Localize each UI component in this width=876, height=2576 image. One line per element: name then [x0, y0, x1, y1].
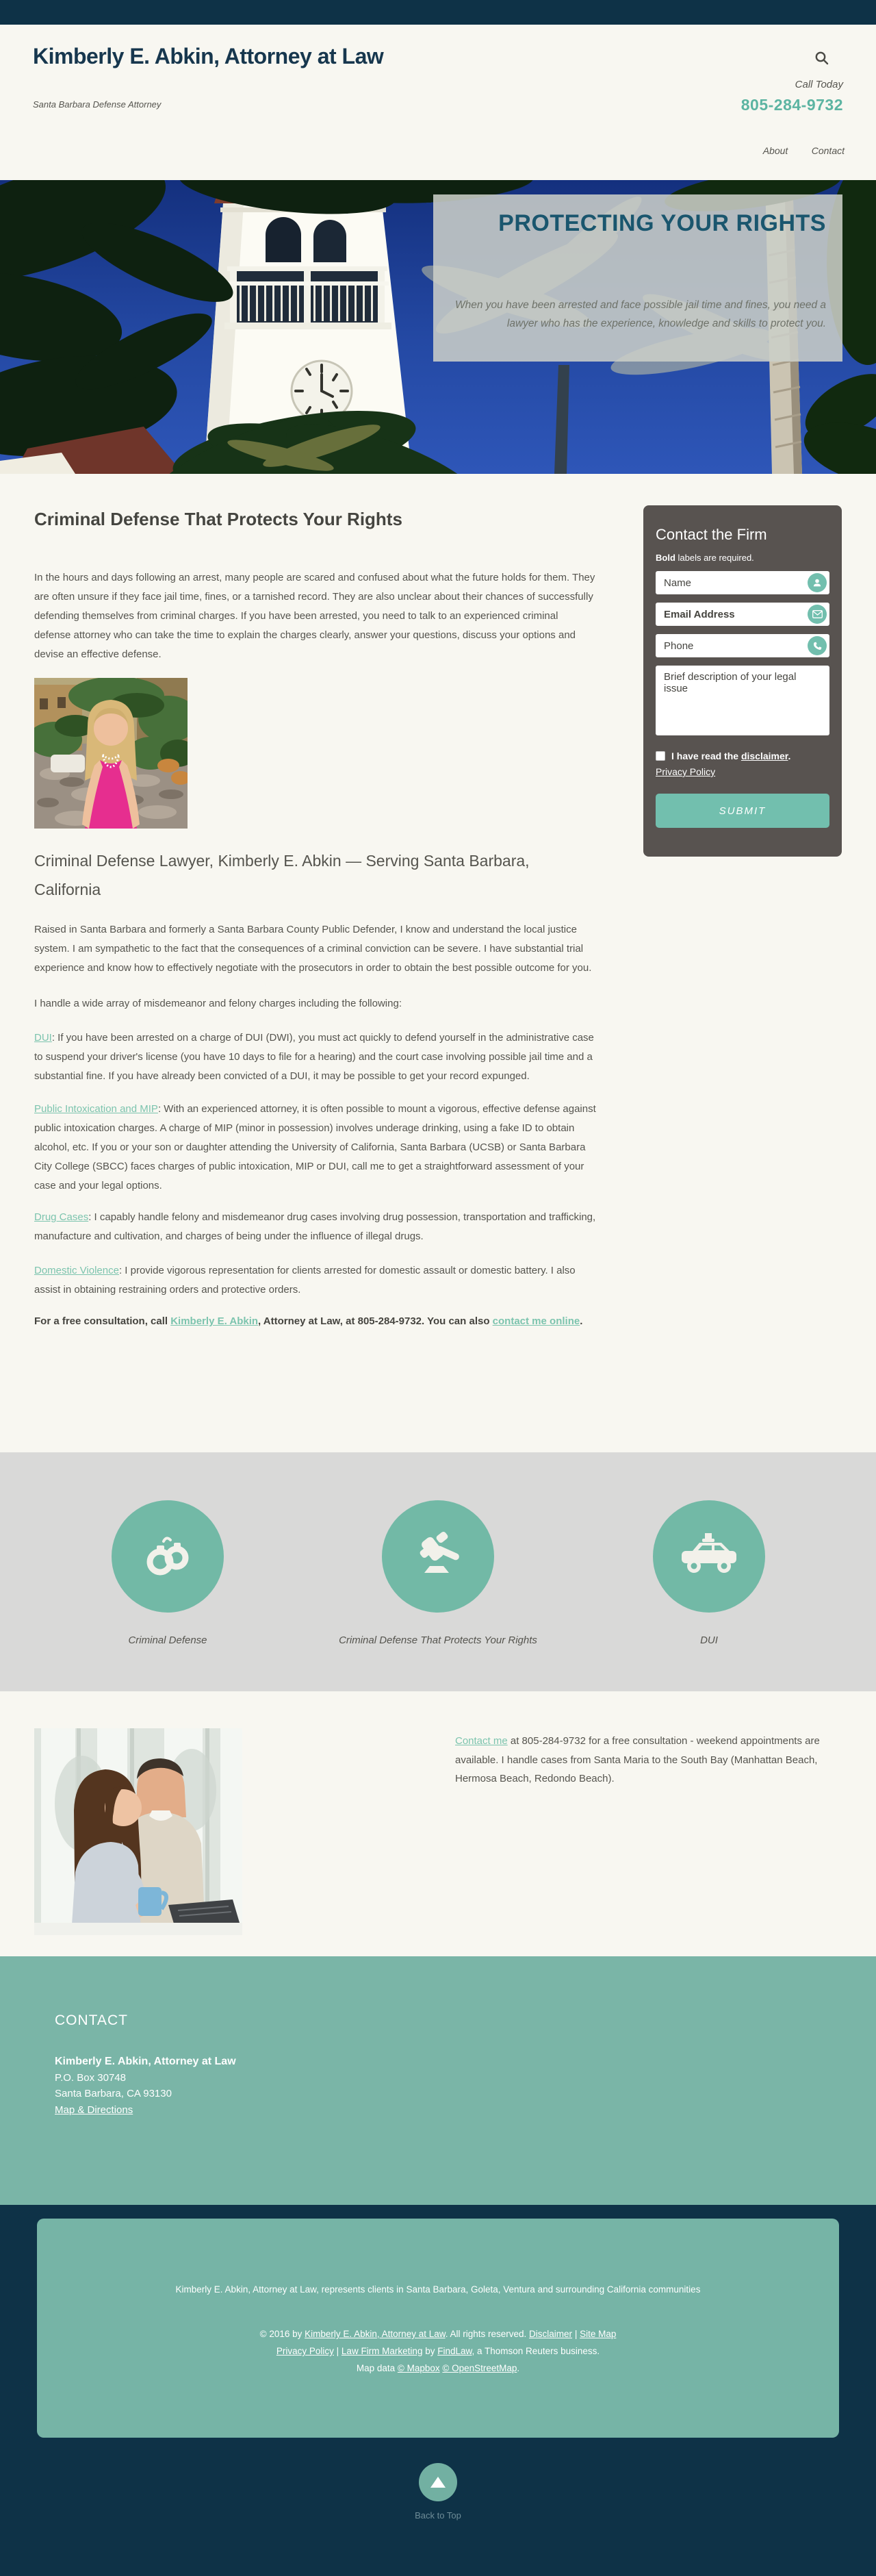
hero-heading: PROTECTING YOUR RIGHTS	[498, 210, 826, 236]
domestic-violence-text: : I provide vigorous representation for clients arrested for domestic assault or domestic battery. I also assist in obtaining restraining orders and protective orders.	[34, 1265, 576, 1296]
service-label-criminal-defense[interactable]: Criminal Defense	[128, 1634, 207, 1646]
hero-overlay-panel	[433, 194, 842, 362]
cta-post: .	[580, 1315, 583, 1327]
phone-icon	[808, 636, 827, 655]
contact-form	[643, 505, 842, 857]
map-data-pre: Map data	[356, 2363, 398, 2373]
serving-statement: Kimberly E. Abkin, Attorney at Law, represents clients in Santa Barbara, Goleta, Ventura and surrounding California communities	[175, 2284, 701, 2295]
map-data-line	[37, 2360, 839, 2377]
copyright-pre: © 2016 by	[259, 2329, 305, 2339]
name-input[interactable]	[656, 571, 829, 594]
main-nav	[743, 145, 845, 157]
marketing-post: , a Thomson Reuters business.	[472, 2346, 600, 2356]
domestic-violence-link[interactable]: Domestic Violence	[34, 1265, 119, 1276]
criminal-defense-circle[interactable]	[112, 1500, 224, 1613]
privacy-row	[656, 766, 829, 777]
copyright-firm-link[interactable]: Kimberly E. Abkin, Attorney at Law	[305, 2329, 446, 2339]
site-map-link[interactable]: Site Map	[580, 2329, 617, 2339]
cta-contact-online-link[interactable]: contact me online	[492, 1315, 580, 1327]
public-intoxication-text: : With an experienced attorney, it is often possible to mount a vigorous, effective defense against public intoxication charges. A charge of MIP (minor in possession) involves underage drinking, using a fake ID to obtain alcohol, etc. If you or your son or daughter attending the University of California, Santa Barbara (UCSB) or Santa Barbara City College (SBCC) faces charges of public intoxication, MIP or DUI, call me to get a straightforward assessment of your case and your legal options.	[34, 1103, 596, 1191]
disclaimer-row	[656, 749, 829, 763]
openstreetmap-link[interactable]: © OpenStreetMap	[442, 2363, 517, 2373]
contact-me-link[interactable]: Contact me	[455, 1735, 508, 1747]
footer-privacy-policy-link[interactable]: Privacy Policy	[276, 2346, 334, 2356]
hero-subtext: When you have been arrested and face possible jail time and fines, you need a lawyer who has the experience, knowledge and skills to protect you.	[455, 299, 826, 329]
person-icon	[808, 573, 827, 592]
page-title: Criminal Defense That Protects Your Rights	[34, 509, 402, 529]
phone-field-wrap	[656, 634, 829, 657]
main-content	[0, 474, 876, 1452]
site-tagline: Santa Barbara Defense Attorney	[33, 99, 162, 110]
handle-intro: I handle a wide array of misdemeanor and felony charges including the following:	[34, 998, 402, 1009]
drug-cases-text: : I capably handle felony and misdemeanor drug cases involving drug possession, transportation and trafficking, manufacture and cultivation, and charges of being under the influence of illegal drugs.	[34, 1211, 596, 1242]
map-directions-link[interactable]: Map & Directions	[55, 2104, 133, 2116]
legal-panel	[37, 2219, 839, 2438]
disclaimer-post: .	[788, 750, 791, 761]
name-field-wrap	[656, 571, 829, 594]
article-column	[34, 508, 597, 1331]
privacy-policy-link[interactable]: Privacy Policy	[656, 766, 716, 777]
required-note-bold: Bold	[656, 553, 675, 563]
call-today-label: Call Today	[795, 79, 843, 90]
map-data-post: .	[517, 2363, 520, 2373]
practice-area-public-intoxication	[34, 1100, 597, 1196]
copyright-line	[37, 2325, 839, 2343]
footer-contact-band	[0, 1956, 876, 2205]
back-to-top-button[interactable]	[419, 2463, 457, 2501]
police-car-icon	[676, 1532, 742, 1581]
mapbox-link[interactable]: © Mapbox	[397, 2363, 440, 2373]
intro-paragraph: In the hours and days following an arrest, many people are scared and confused about what the future holds for them. They are often unsure if they face jail time, fines, or a tarnished record. They are also unclear about their chances of successfully defending themselves from criminal charges. If you have been arrested, you need to talk to an experienced criminal defense attorney who can take the time to explain the charges clearly, answer your questions, discuss your options and devise an effective defense.	[34, 572, 595, 660]
public-intoxication-link[interactable]: Public Intoxication and MIP	[34, 1103, 158, 1115]
footer-firm-name: Kimberly E. Abkin, Attorney at Law	[55, 2056, 236, 2067]
dui-text: : If you have been arrested on a charge of DUI (DWI), you must act quickly to defend yourself in the administrative case to suspend your driver's license (you have 10 days to file for a hearing) and the court case involving possible jail time and a substantial fine. If you have already been convicted of a DUI, it may be possible to get your record expunged.	[34, 1032, 594, 1082]
consultation-strip	[0, 1691, 876, 1956]
envelope-icon	[808, 605, 827, 624]
consultation-text-body: at 805-284-9732 for a free consultation - weekend appointments are available. I handle cases from Santa Maria to the South Bay (Manhattan Beach, Hermosa Beach, Redondo Beach).	[455, 1735, 820, 1784]
nav-item-contact[interactable]: Contact	[811, 145, 845, 156]
contact-form-title: Contact the Firm	[656, 526, 767, 543]
legal-lines	[37, 2325, 839, 2377]
handcuffs-icon	[140, 1529, 195, 1584]
gavel-icon	[409, 1528, 467, 1585]
arrow-up-icon	[430, 2477, 446, 2488]
couple-photo	[34, 1728, 242, 1935]
submit-button[interactable]: SUBMIT	[656, 794, 829, 828]
marketing-mid: by	[422, 2346, 438, 2356]
nav-item-about[interactable]: About	[762, 145, 788, 156]
message-textarea[interactable]	[656, 666, 829, 735]
service-label-rights[interactable]: Criminal Defense That Protects Your Rights	[339, 1634, 537, 1646]
copyright-sep: |	[572, 2329, 580, 2339]
law-firm-marketing-link[interactable]: Law Firm Marketing	[341, 2346, 423, 2356]
cta-paragraph	[34, 1312, 597, 1331]
footer-address-line1: P.O. Box 30748	[55, 2071, 126, 2084]
drug-cases-link[interactable]: Drug Cases	[34, 1211, 89, 1223]
disclaimer-link[interactable]: disclaimer	[740, 750, 788, 761]
attorney-photo	[34, 678, 188, 829]
cta-mid: , Attorney at Law, at 805-284-9732. You can also	[258, 1315, 493, 1327]
dui-link[interactable]: DUI	[34, 1032, 52, 1044]
top-bar	[0, 0, 876, 25]
hero-banner	[0, 180, 876, 474]
criminal-defense-rights-circle[interactable]	[382, 1500, 494, 1613]
cta-pre: For a free consultation, call	[34, 1315, 171, 1327]
footer-contact-heading: CONTACT	[55, 2012, 128, 2028]
footer-address-block	[55, 2054, 236, 2118]
service-label-dui[interactable]: DUI	[700, 1634, 718, 1646]
email-input[interactable]	[656, 603, 829, 626]
disclaimer-pre: I have read the	[671, 750, 741, 761]
search-icon[interactable]	[814, 51, 829, 66]
back-to-top-label[interactable]: Back to Top	[415, 2510, 461, 2521]
footer-disclaimer-link[interactable]: Disclaimer	[529, 2329, 573, 2339]
practice-area-dui	[34, 1028, 597, 1086]
footer-legal-band	[0, 2205, 876, 2576]
phone-input[interactable]	[656, 634, 829, 657]
required-note	[656, 553, 829, 563]
footer-address-line2: Santa Barbara, CA 93130	[55, 2088, 172, 2099]
practice-area-domestic-violence	[34, 1261, 597, 1300]
bio-paragraph: Raised in Santa Barbara and formerly a Santa Barbara County Public Defender, I know and understand the local justice system. I am sympathetic to the fact that the consequences of a criminal conviction can be severe. I have substantial trial experience and know how to effectively negotiate with the prosecutors in order to obtain the best possible outcome for you.	[34, 924, 592, 974]
dui-circle[interactable]	[653, 1500, 765, 1613]
header-phone-number[interactable]: 805-284-9732	[740, 96, 843, 114]
marketing-sep: |	[333, 2346, 342, 2356]
section-subheading: Criminal Defense Lawyer, Kimberly E. Abkin — Serving Santa Barbara, California	[34, 852, 530, 898]
findlaw-link[interactable]: FindLaw	[437, 2346, 472, 2356]
site-title[interactable]: Kimberly E. Abkin, Attorney at Law	[33, 44, 384, 68]
consultation-text	[455, 1732, 847, 1789]
message-field-wrap	[656, 666, 829, 739]
required-note-rest: labels are required.	[675, 553, 754, 563]
copyright-mid: . All rights reserved.	[445, 2329, 530, 2339]
cta-attorney-link[interactable]: Kimberly E. Abkin	[170, 1315, 259, 1327]
disclaimer-checkbox[interactable]	[656, 751, 665, 761]
practice-area-drug-cases	[34, 1208, 597, 1246]
services-band	[0, 1452, 876, 1691]
marketing-line	[37, 2343, 839, 2360]
email-field-wrap	[656, 603, 829, 626]
site-header	[0, 25, 876, 180]
